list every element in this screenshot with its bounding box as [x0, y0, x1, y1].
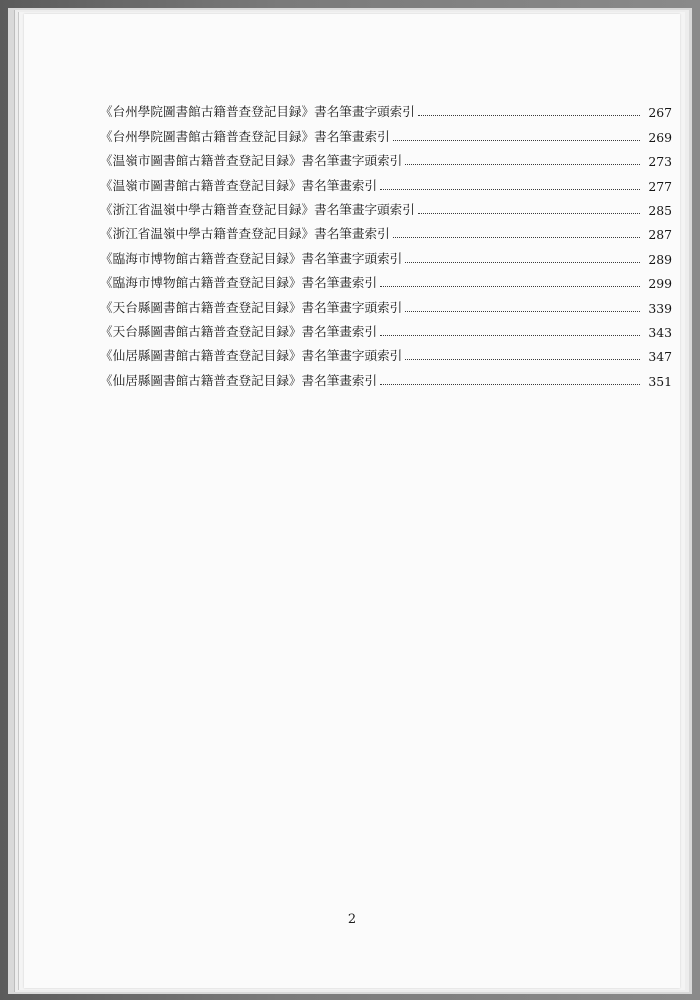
toc-entry-page: 347	[648, 349, 672, 365]
toc-dot-leader	[380, 286, 640, 287]
toc-entry[interactable]	[100, 267, 672, 291]
toc-entry-page: 339	[648, 300, 672, 316]
toc-dot-leader	[380, 384, 640, 385]
toc-entry-title: 《台州學院圖書館古籍普查登記目録》書名筆畫索引	[100, 128, 390, 144]
toc-entry-title: 《仙居縣圖書館古籍普查登記目録》書名筆畫字頭索引	[100, 348, 403, 364]
toc-entry-page: 269	[648, 129, 672, 145]
toc-entry[interactable]	[100, 96, 672, 120]
toc-dot-leader	[418, 115, 641, 116]
toc-entry[interactable]	[100, 242, 672, 266]
toc-dot-leader	[405, 164, 640, 165]
toc-entry[interactable]	[100, 169, 672, 193]
toc-dot-leader	[380, 335, 640, 336]
toc-entry-title: 《浙江省温嶺中學古籍普查登記目録》書名筆畫字頭索引	[100, 201, 415, 217]
toc-entry[interactable]	[100, 316, 672, 340]
toc-entry-page: 267	[648, 105, 672, 121]
toc-entry-page: 289	[648, 251, 672, 267]
toc-entry-title: 《台州學院圖書館古籍普查登記目録》書名筆畫字頭索引	[100, 104, 415, 120]
toc-entry-page: 277	[648, 178, 672, 194]
toc-entry[interactable]	[100, 145, 672, 169]
toc-entry-page: 351	[648, 373, 672, 389]
toc-entry[interactable]	[100, 218, 672, 242]
toc-entry-title: 《臨海市博物館古籍普查登記目録》書名筆畫索引	[100, 275, 378, 291]
toc-entry[interactable]	[100, 120, 672, 144]
toc-dot-leader	[393, 237, 641, 238]
toc-entry[interactable]	[100, 291, 672, 315]
toc-dot-leader	[405, 311, 640, 312]
toc-entry-page: 299	[648, 276, 672, 292]
toc-entry-page: 273	[648, 154, 672, 170]
toc-entry-title: 《温嶺市圖書館古籍普查登記目録》書名筆畫字頭索引	[100, 153, 403, 169]
toc-entry-title: 《天台縣圖書館古籍普查登記目録》書名筆畫字頭索引	[100, 299, 403, 315]
toc-entry-title: 《臨海市博物館古籍普查登記目録》書名筆畫字頭索引	[100, 250, 403, 266]
toc-entry-page: 287	[648, 227, 672, 243]
toc-dot-leader	[405, 359, 640, 360]
page-number: 2	[347, 912, 357, 927]
toc-dot-leader	[380, 189, 640, 190]
toc-entry-title: 《浙江省温嶺中學古籍普查登記目録》書名筆畫索引	[100, 226, 390, 242]
document-page	[24, 14, 680, 988]
toc-dot-leader	[418, 213, 641, 214]
toc-entry-page: 285	[648, 202, 672, 218]
toc-entry[interactable]	[100, 340, 672, 364]
toc-dot-leader	[393, 140, 641, 141]
toc-entry[interactable]	[100, 364, 672, 388]
toc-entry-title: 《天台縣圖書館古籍普查登記目録》書名筆畫索引	[100, 323, 378, 339]
toc-dot-leader	[405, 262, 640, 263]
table-of-contents	[100, 96, 672, 389]
toc-entry[interactable]	[100, 194, 672, 218]
toc-entry-title: 《温嶺市圖書館古籍普查登記目録》書名筆畫索引	[100, 177, 378, 193]
toc-entry-title: 《仙居縣圖書館古籍普查登記目録》書名筆畫索引	[100, 372, 378, 388]
toc-entry-page: 343	[648, 324, 672, 340]
